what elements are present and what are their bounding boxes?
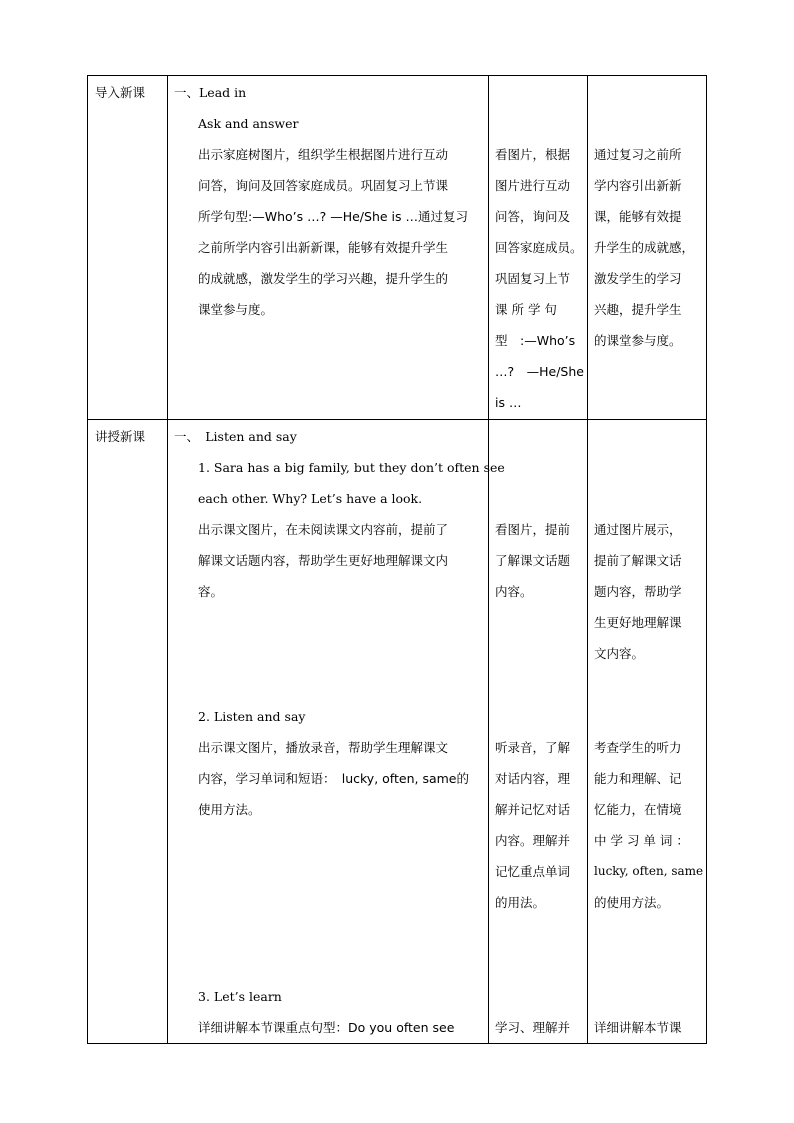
purpose-line: 兴趣，提升学生: [594, 302, 682, 317]
content-line: 问答，询问及回答家庭成员。巩固复习上节课: [198, 178, 449, 193]
student-line: 巩固复习上节: [495, 271, 571, 286]
purpose-line: 文内容。: [594, 646, 645, 661]
activity-title: Ask and answer: [198, 116, 299, 131]
student-line: 对话内容，理: [495, 771, 571, 786]
student-line: 听录音，了解: [495, 740, 571, 755]
content-line: 课堂参与度。: [198, 302, 274, 317]
content-line: 1. Sara has a big family, but they don’t often see: [198, 460, 505, 475]
section-heading: 一、Lead in: [174, 85, 247, 100]
teaching-content-cell: [174, 421, 505, 607]
purpose-line: 的使用方法。: [594, 895, 670, 910]
purpose-line: 通过复习之前所: [594, 147, 682, 162]
student-line: …? —He/She: [495, 364, 584, 379]
student-activity-cell: [495, 514, 570, 607]
section-heading: 一、 Listen and say: [174, 429, 297, 444]
purpose-line: 升学生的成就感，: [594, 240, 695, 255]
purpose-line: 详细讲解本节课: [594, 1020, 682, 1035]
purpose-line: 通过图片展示，: [594, 522, 682, 537]
row-divider: [87, 419, 707, 420]
student-line: 记忆重点单词: [495, 864, 571, 879]
table-divider-3: [587, 75, 588, 1044]
student-line: 看图片，根据: [495, 147, 571, 162]
student-line: 的用法。: [495, 895, 546, 910]
purpose-line: lucky, often, same: [594, 864, 704, 878]
content-line: 使用方法。: [198, 802, 261, 817]
purpose-line: 提前了解课文话: [594, 553, 682, 568]
student-line: 回答家庭成员。: [495, 240, 583, 255]
content-line: 出示课文图片，在未阅读课文内容前，提前了: [198, 522, 449, 537]
student-line: 看图片，提前: [495, 522, 571, 537]
step2-content: [198, 701, 469, 825]
student-line: 型 :—Who’s: [495, 333, 576, 348]
content-line: 详细讲解本节课重点句型：Do you often see: [198, 1020, 455, 1035]
purpose-line: 的课堂参与度。: [594, 333, 682, 348]
content-line: 之前所学内容引出新新课，能够有效提升学生: [198, 240, 449, 255]
stage-cell: [95, 77, 145, 108]
purpose-line: 中 学 习 单 词 ：: [594, 833, 689, 848]
student-line: 解并记忆对话: [495, 802, 571, 817]
table-border-left: [87, 75, 88, 1044]
stage-label: 导入新课: [95, 85, 146, 100]
purpose-line: 考查学生的听力: [594, 740, 682, 755]
purpose-line: 激发学生的学习: [594, 271, 682, 286]
table-border-top: [87, 75, 707, 76]
student-line: 了解课文话题: [495, 553, 571, 568]
table-divider-1: [167, 75, 168, 1044]
table-border-right: [706, 75, 707, 1044]
student-activity-cell: [495, 139, 584, 418]
step2-student-activity: [495, 732, 570, 918]
step-title: 2. Listen and say: [198, 709, 306, 724]
content-line: 容。: [198, 584, 224, 599]
student-line: 课 所 学 句: [495, 302, 557, 317]
table-border-bottom: [87, 1043, 707, 1044]
stage-cell: [95, 421, 145, 452]
teaching-content-cell: [174, 77, 468, 325]
content-line: 出示家庭树图片，组织学生根据图片进行互动: [198, 147, 449, 162]
content-line: 解课文话题内容，帮助学生更好地理解课文内: [198, 553, 449, 568]
content-line: 内容，学习单词和短语： lucky, often, same的: [198, 771, 469, 786]
purpose-line: 生更好地理解课: [594, 615, 682, 630]
student-line: 学习、理解并: [495, 1020, 571, 1035]
purpose-line: 能力和理解、记: [594, 771, 682, 786]
content-line: 所学句型:—Who’s …? —He/She is …通过复习: [198, 209, 468, 224]
stage-label: 讲授新课: [95, 429, 146, 444]
purpose-line: 学内容引出新新: [594, 178, 682, 193]
content-line: each other. Why? Let’s have a look.: [198, 491, 423, 506]
student-line: 内容。理解并: [495, 833, 571, 848]
content-line: 出示课文图片，播放录音，帮助学生理解课文: [198, 740, 449, 755]
purpose-line: 课，能够有效提: [594, 209, 682, 224]
student-line: is …: [495, 395, 522, 410]
student-line: 图片进行互动: [495, 178, 571, 193]
step-title: 3. Let’s learn: [198, 989, 282, 1004]
student-line: 问答，询问及: [495, 209, 571, 224]
step3-content: [198, 981, 454, 1043]
content-line: 的成就感，激发学生的学习兴趣，提升学生的: [198, 271, 449, 286]
purpose-line: 题内容，帮助学: [594, 584, 682, 599]
step3-student-activity: [495, 1012, 570, 1043]
purpose-line: 忆能力，在情境: [594, 802, 682, 817]
step3-design-purpose: [594, 1012, 682, 1043]
design-purpose-cell: [594, 514, 682, 669]
step2-design-purpose: [594, 732, 703, 918]
design-purpose-cell: [594, 139, 694, 356]
student-line: 内容。: [495, 584, 533, 599]
